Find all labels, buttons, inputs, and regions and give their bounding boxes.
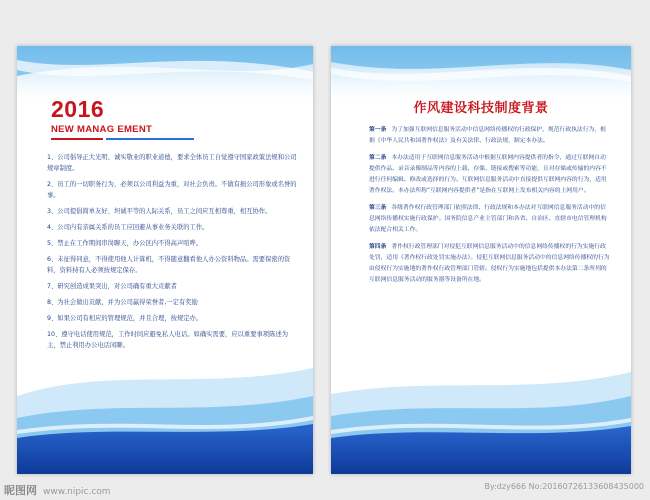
rule-item: 4、公司内有亲属关系的员工应回避从事业务关联的工作。	[47, 224, 209, 231]
article-label: 第一条	[369, 127, 387, 133]
page-title: 作风建设科技制度背景	[413, 101, 549, 116]
article-label: 第四条	[369, 244, 387, 250]
articles-list	[369, 125, 611, 292]
article-text: 各级著作权行政管理部门依照法律、行政法规和本办法对互联网信息服务活动中的信息网络传播权实施行政保护。国务院信息产业主管部门和各省、自治区、直辖市电信管理机构依法配合相关工作。	[369, 205, 607, 233]
rule-item: 2、员工的一切职务行为，必须以公司利益为重，对社会负责。不做有损公司形象或名誉的事。	[47, 181, 297, 199]
rule-item: 9、如果公司有相应的管理规范，并且合理，按规定办。	[47, 315, 203, 322]
article-item	[369, 242, 611, 286]
watermark-left	[4, 482, 111, 498]
rule-item: 3、公司提倡简单友好、坦诚平等的人际关系，员工之间应互相尊重，相互协作。	[47, 208, 272, 215]
article-item	[369, 203, 611, 236]
article-text: 为了加强互联网信息服务活动中信息网络传播权的行政保护，规范行政执法行为，根据《中华人民共和国著作权法》及有关法律、行政法规，制定本办法。	[369, 127, 606, 144]
poster-right-content	[331, 46, 631, 474]
rule-item: 10、遵守电话使用规范，工作时间应避免私人电话。如确实需要，应以重要事项陈述为主，禁止利用办公电话闲聊。	[47, 331, 288, 349]
rule-item: 5、禁止在工作期间串岗聊天，办公区内不得高声喧哗。	[47, 240, 203, 247]
rule-item: 6、未征得同意，不得使用他人计算机，不得随意翻看他人办公资料物品。需要保密的资料，资料持有人必须按规定保存。	[47, 256, 291, 274]
article-label: 第三条	[369, 205, 387, 211]
article-label: 第二条	[369, 155, 387, 161]
year-heading: 2016	[51, 96, 105, 122]
article-item	[369, 125, 611, 147]
subtitle-underline-red	[51, 138, 103, 140]
poster-right	[331, 46, 631, 474]
article-text: 本办法适用于互联网信息服务活动中根据互联网内容提供者的指令，通过互联网自动提供作品、录音录像制品等内容的上载、存储、链接或搜索等功能，且对存储或传输的内容不进行任何编辑、修改或选择的行为。互联网信息服务活动中直接提供互联网内容的行为，适用著作权法。本办法所称“互联网内容提供者”是指在互联网上发布相关内容的上网用户。	[369, 155, 607, 194]
site-url: www.nipic.com	[43, 487, 111, 497]
watermark-right: By:dzy666 No:20160726133608435000	[484, 482, 644, 491]
rules-list	[47, 152, 299, 356]
rule-item: 7、研究创造成果突出，对公司确有重大贡献者	[47, 283, 177, 290]
rule-item: 8、为社会做出贡献，并为公司赢得荣誉者,一定有奖励	[47, 299, 198, 306]
poster-left	[17, 46, 313, 474]
site-logo: 昵图网	[4, 484, 37, 497]
poster-left-content	[17, 46, 313, 474]
article-item	[369, 153, 611, 197]
article-text: 著作权行政管理部门对侵犯互联网信息服务活动中的信息网络传播权的行为实施行政处罚，适用《著作权行政处罚实施办法》。侵犯互联网信息服务活动中的信息网络传播权的行为由侵权行为实施地的著作权行政管理部门管辖。侵权行为实施地包括提供本办法第二条所列的互联网信息服务活动的服务器等设备所在地。	[369, 244, 610, 283]
subtitle-heading: NEW MANAG EMENT	[51, 124, 153, 135]
subtitle-underline-blue	[106, 138, 194, 140]
rule-item: 1、公司倡导正大光明、诚实敬业的职业道德，要求全体员工自觉遵守国家政策法规和公司规章制度。	[47, 154, 297, 172]
